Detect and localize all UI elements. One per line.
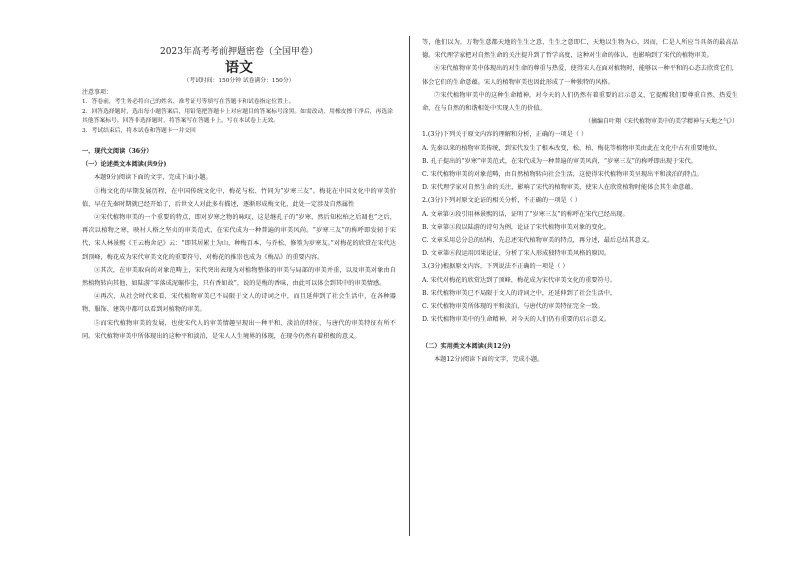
note-item: 1．答卷前，考生务必将自己的姓名、准考证号等填写在答题卡和试卷指定位置上。 xyxy=(82,99,295,105)
column-divider xyxy=(409,36,410,536)
passage-paragraph: ⑥宋代植物审美中体现出的对生命的尊重与热爱，使得宋人在面对植物时，能够以一种平和的心态去欣赏它们，体会它们的生命意蕴。宋人的植物审美也因此形成了一种独特的风格。 xyxy=(422,65,738,86)
passage-paragraph: ①梅文化的早期发展历程，在中国传统文化中，梅花与松、竹同为“岁寒三友”。梅花在中国文化中的审美价值，早在先秦时期就已经开始了，后世文人对此多有描述，逐渐形成梅文化，此处一定涉及自然属性 xyxy=(82,187,396,208)
answer-option: C. 文章采用总分总的结构，先总述宋代植物审美的特点，再分述，最后总结其意义。 xyxy=(422,237,654,245)
answer-option: D. 宋代理学家对自然生命的关注，影响了宋代的植物审美，使宋人在欣赏植物时能体会其生命意蕴。 xyxy=(422,184,697,192)
answer-option: D. 宋代植物审美中的生命精神，对今天的人们仍有重要的启示意义。 xyxy=(422,316,611,324)
answer-option: B. 宋代植物审美已不局限于文人的诗词之中，还延伸到了社会生活中。 xyxy=(422,289,617,297)
passage-paragraph: ⑤而宋代植物审美的发展，也使宋代人的审美情趣呈现出一种平和、淡泊的特征，与唐代的审美特征有所不同。宋代植物审美中所体现出的这种平和淡泊，是宋人人生境界的体现，在现今仍然有着积极的意义。 xyxy=(82,319,396,340)
subsection-heading: （二）实用类文本阅读(共12分) xyxy=(422,343,511,351)
instruction: 本题12分)阅读下面的文字，完成小题。 xyxy=(434,356,544,364)
notes-heading: 注意事项： xyxy=(82,89,113,96)
instruction: 本题9分)阅读下面的文字，完成下面小题。 xyxy=(94,174,212,182)
note-item: 2．回答选择题时，选出每小题答案后，用铅笔把答题卡上对应题目的答案标号涂黑。如需改动，用橡皮擦干净后，再选涂其他答案标号。回答非选择题时，将答案写在答题卡上。写在本试卷上无效。 xyxy=(82,108,393,125)
note-item: 3．考试结束后，将本试卷和答题卡一并交回 xyxy=(82,127,196,134)
answer-option: B. 文章第③段以陆游的诗句为例，论证了宋代植物审美对象的变化。 xyxy=(422,223,610,231)
answer-option: A. 先秦以来的植物审美传统，到宋代发生了根本改变，松、柏、梅花等植物审美由此在文化中占有重要地位。 xyxy=(422,144,722,152)
passage-paragraph: ④再次，从社会时代来看，宋代植物审美已不局限于文人的诗词之中，而且延伸到了社会生活中，在各种器物、服饰、建筑中都可以看到对植物的审美。 xyxy=(82,293,396,314)
answer-option: C. 宋代植物审美所体现的平和淡泊，与唐代的审美特征完全一致。 xyxy=(422,303,604,311)
exam-title: 2023年高考考前押题密卷（全国甲卷） xyxy=(160,47,318,57)
answer-option: B. 孔子提出的“岁寒”审美范式，在宋代成为一种普遍的审美风尚，“岁寒三友”的称呼即出现于宋代。 xyxy=(422,157,697,165)
subsection-heading: （一）论述类文本阅读(共9分) xyxy=(82,161,167,169)
passage-paragraph: 等，他们以为，万物生意都天地的生生之意，生生之意即仁，天地以生物为心，因而，仁是人所应当具备的最高品德。宋代理学家把对自然生命的关注提升到了哲学高度，这种对生命的体认，也影响到了宋代的植物审美。 xyxy=(422,39,738,60)
passage-paragraph: ⑦宋代植物审美中的这种生命精神，对今天的人们仍然有着重要的启示意义，它提醒我们要尊重自然、热爱生命，在与自然的和谐相处中实现人生的价值。 xyxy=(422,91,738,113)
subject-title: 语文 xyxy=(225,60,253,76)
answer-option: D. 文章第⑥段运用因果论证，分析了宋人形成独特审美风格的原因。 xyxy=(422,250,611,258)
right-column xyxy=(422,36,738,367)
question-stem: 1.(3分)下列关于原文内容的理解和分析，正确的一项是（ ） xyxy=(422,131,588,139)
question-stem: 3.(3分)根据原文内容，下列说法不正确的一项是（ ） xyxy=(422,263,569,271)
passage-paragraph: ②宋代植物审美的一个重要的特点，即对岁寒之物的咏叹，这是继孔子的“岁寒，然后知松柏之后凋也”之后，再次以植物之寒，映衬人格之坚贞的审美范式，在宋代成为一种普遍的审美风尚。“岁寒三友”的称呼即发轫于宋代，宋人林景熙《王云梅舍记》云：“即其居累土为山，种梅百本，与乔松、修篁为岁寒友。”对梅花的欣赏在宋代达到顶峰，梅花成为宋代审美文化的重要符号，对梅花的推崇也成为《梅品》的重要内容。 xyxy=(82,213,396,261)
source-citation: （摘编自叶翔《宋代植物审美中的美学精神与天地之气》） xyxy=(584,118,738,126)
left-column xyxy=(82,36,396,343)
question-stem: 2.(3分)下列对原文论证的相关分析，不正确的一项是（ ） xyxy=(422,197,581,205)
exam-info: （考试时间：150分钟 试卷满分：150分） xyxy=(183,78,295,84)
answer-option: A. 宋代对梅花的欣赏达到了顶峰，梅花成为宋代审美文化的重要符号。 xyxy=(422,276,617,284)
answer-option: A. 文章第②段引用林景熙的话，证明了“岁寒三友”的称呼在宋代已经出现。 xyxy=(422,210,629,218)
section-heading: 一、现代文阅读（36分） xyxy=(82,148,153,156)
answer-option: C. 宋代植物审美的对象范畴，由自然植物转向社会生活，这使得宋代植物审美呈现出平和淡泊的特点。 xyxy=(422,171,703,179)
passage-paragraph: ③其次，在审美取向的对象范畴上，宋代突出表现为对植物整体的审美与局部的审美并重，以及审美对象由自然植物转向其他，如陆游“零落成泥碾作尘，只有香如故”，说的是梅的香味，由此可以体会到其中的审美情感。 xyxy=(82,266,396,287)
